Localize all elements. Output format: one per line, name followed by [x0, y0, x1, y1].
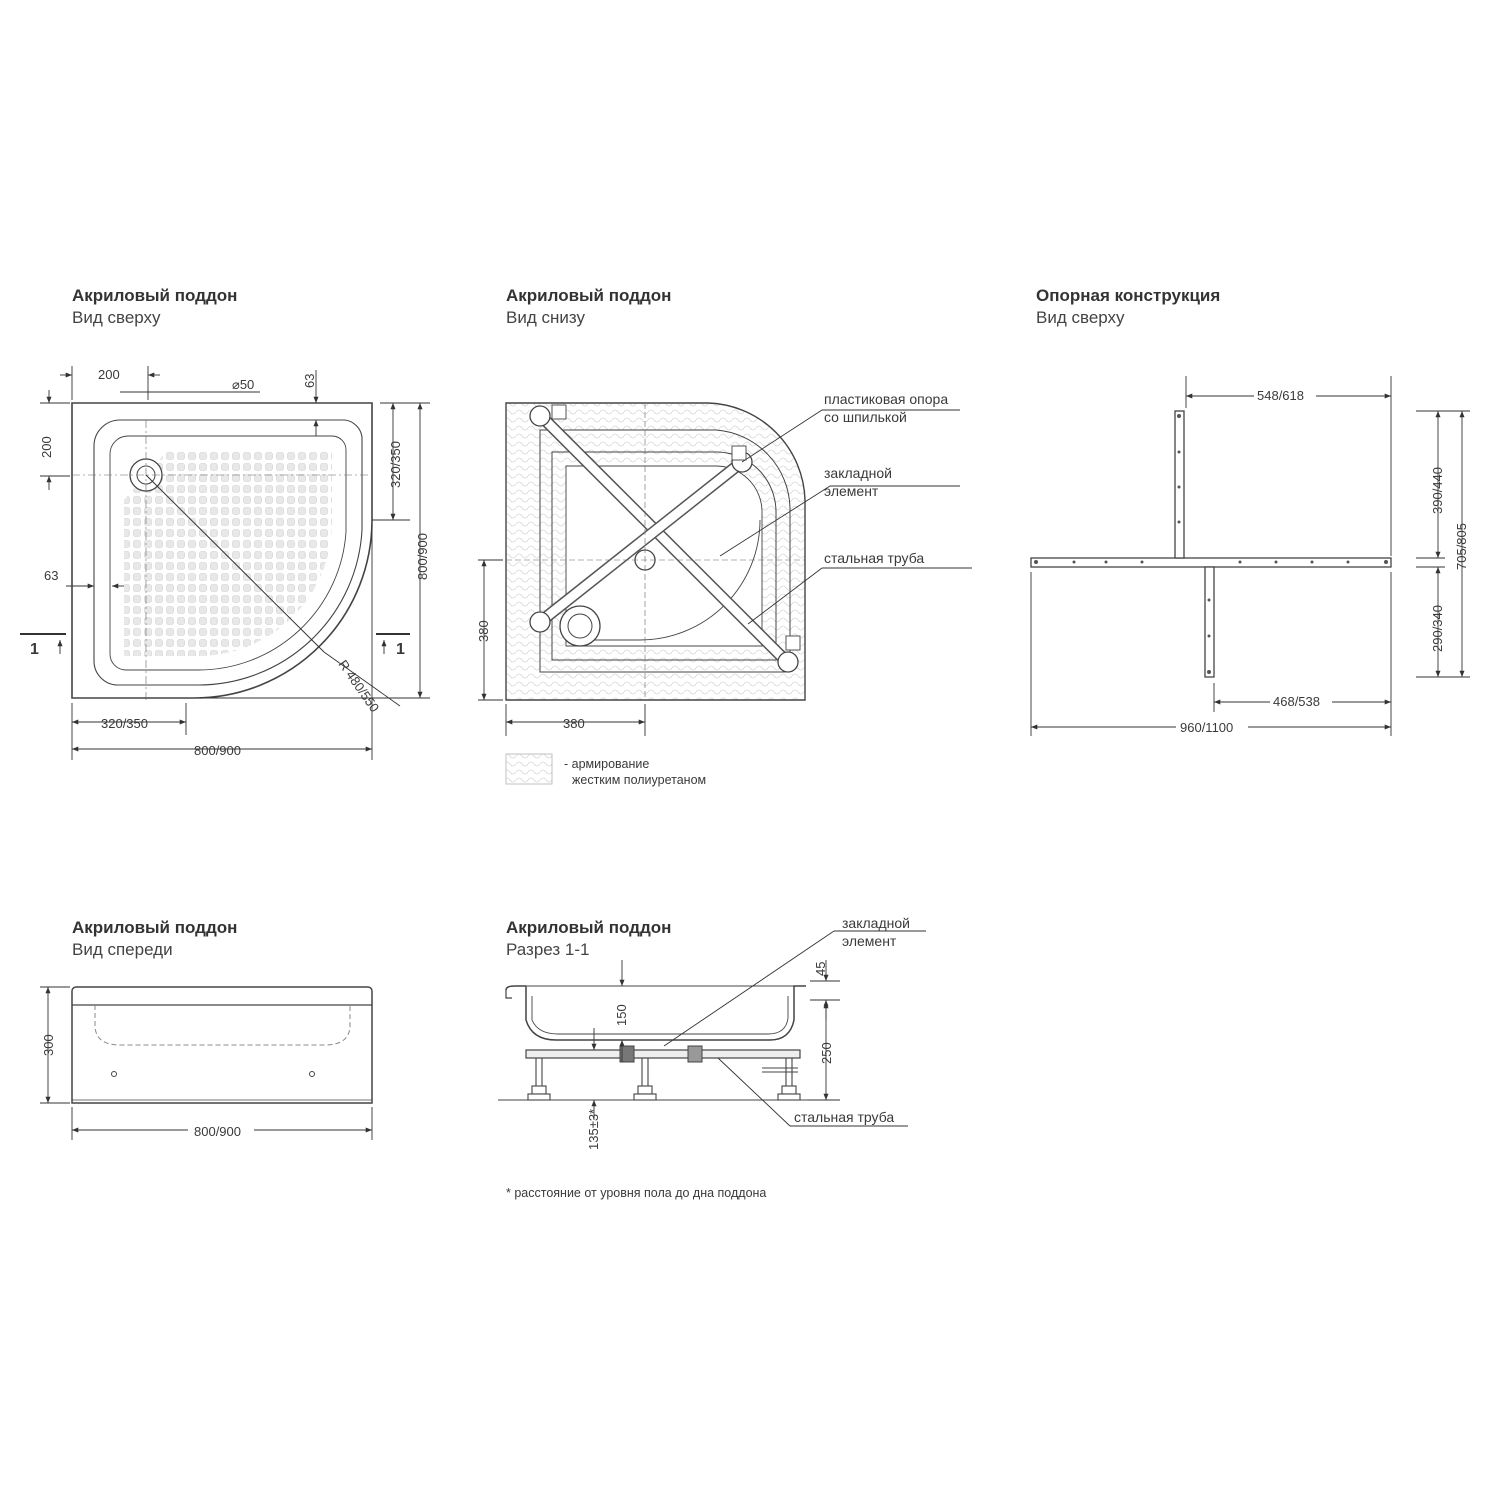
dim-800-900-horizontal: 800/900 — [194, 743, 241, 758]
heading-subtitle: Вид сверху — [1036, 308, 1125, 327]
label-section-pipe: стальная труба — [794, 1109, 895, 1125]
dim-380-horizontal: 380 — [563, 716, 585, 731]
support-foot-3 — [530, 612, 550, 632]
dim-468-538: 468/538 — [1273, 694, 1320, 709]
dim-390-440: 390/440 — [1430, 467, 1445, 514]
dim-960-1100: 960/1100 — [1180, 720, 1234, 735]
front-view-drawing — [72, 987, 372, 1103]
dim-135: 135±3* — [586, 1108, 601, 1150]
dim-290-340: 290/340 — [1430, 605, 1445, 652]
dim-45: 45 — [813, 961, 828, 976]
dim-63-left: 63 — [44, 568, 59, 583]
dim-380-vertical: 380 — [476, 620, 491, 642]
dim-150: 150 — [614, 1004, 629, 1026]
tray-section-inner — [532, 996, 788, 1034]
heading-title: Опорная конструкция — [1036, 286, 1221, 305]
dim-200-vertical: 200 — [39, 436, 54, 458]
label-section-embed-1: закладной — [842, 915, 910, 931]
label-steel-pipe: стальная труба — [824, 550, 925, 566]
dim-200-horizontal: 200 — [98, 367, 120, 382]
frame-view-drawing — [1031, 411, 1391, 677]
dim-300: 300 — [41, 1034, 56, 1056]
section-view-drawing — [498, 986, 810, 1100]
dim-320-350-vertical: 320/350 — [388, 441, 403, 488]
label-section-embed-2: элемент — [842, 933, 897, 949]
section-mark-left: 1 — [30, 641, 39, 658]
label-embed-element-2: элемент — [824, 483, 879, 499]
frame-beam-horizontal — [1031, 558, 1391, 567]
label-plastic-support-2: со шпилькой — [824, 409, 907, 425]
frame-beam-lower — [1205, 567, 1214, 677]
section-mark-right: 1 — [396, 641, 405, 658]
legend-reinforcement-1: - армирование — [564, 757, 650, 771]
support-foot-1 — [530, 406, 550, 426]
dim-drain-diameter: ⌀50 — [232, 377, 255, 392]
frame-view-dimensions — [1031, 376, 1470, 736]
section-frame-beam — [526, 1050, 800, 1058]
top-view-drawing — [72, 403, 372, 700]
label-embed-element-1: закладной — [824, 465, 892, 481]
label-plastic-support-1: пластиковая опора — [824, 391, 949, 407]
heading-subtitle: Разрез 1-1 — [506, 940, 590, 959]
legend-reinforcement-2: жестким полиуретаном — [572, 773, 707, 787]
dim-radius: R 480/550 — [335, 657, 383, 715]
dim-320-350-horizontal: 320/350 — [101, 716, 148, 731]
support-foot-4 — [778, 652, 798, 672]
heading-subtitle: Вид сверху — [72, 308, 161, 327]
bottom-view-drawing — [506, 403, 805, 700]
heading-title: Акриловый поддон — [506, 918, 672, 937]
dim-548-618: 548/618 — [1257, 388, 1304, 403]
heading-subtitle: Вид снизу — [506, 308, 585, 327]
dim-705-805: 705/805 — [1454, 523, 1469, 570]
dim-800-900-vertical: 800/900 — [415, 533, 430, 580]
heading-title: Акриловый поддон — [506, 286, 672, 305]
heading-title: Акриловый поддон — [72, 918, 238, 937]
dim-800-900-front: 800/900 — [194, 1124, 241, 1139]
dim-63-top: 63 — [302, 373, 317, 388]
drain-underside — [560, 606, 600, 646]
footnote-floor-distance: * расстояние от уровня пола до дна поддона — [506, 1186, 767, 1200]
dim-250: 250 — [819, 1042, 834, 1064]
heading-subtitle: Вид спереди — [72, 940, 173, 959]
tray-section-shell — [515, 986, 806, 1040]
heading-title: Акриловый поддон — [72, 286, 238, 305]
frame-beam-upper — [1175, 411, 1184, 558]
